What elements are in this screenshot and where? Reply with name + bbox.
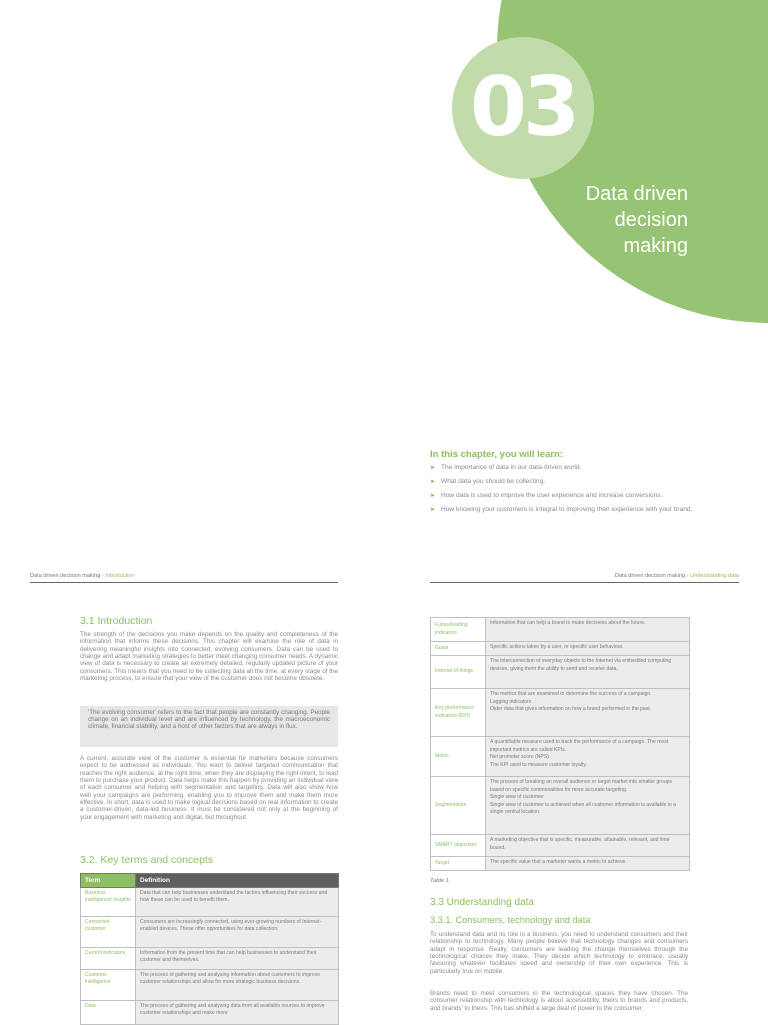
- definition-cell: Data that can help businesses understand the factors influencing their success and how these can be used to benefit them.: [136, 888, 339, 917]
- term-cell: SMART objectives: [431, 835, 486, 857]
- term-cell: Internet of things: [431, 656, 486, 689]
- right-header-rule: [430, 582, 739, 583]
- table-row: [431, 835, 690, 857]
- bullet-arrow-icon: ►: [430, 465, 436, 471]
- definition-cell: The process of gathering and analysing information about customers to improve customer relationships and allow for more strategic business decisions.: [136, 970, 339, 1001]
- intro-paragraph: The strength of the decisions you make depends on the quality and completeness of the information that informs these decisions. This chapter will examine the role of data in delivering meaningful insights into connected, evolving consumers. Data can be used to change and adapt marketing strategies to better meet changing consumer needs. A dynamic view of data is necessary to create an extremely detailed, regularly updated picture of your consumers. This means that you need to be collecting data all the time, at every stage of the marketing process, to ensure that your view of the customer does not become obsolete.: [80, 631, 338, 683]
- definition-cell: Information from the present time that can help businesses to understand their customer and themselves.: [136, 948, 339, 970]
- column-header-definition: Definition: [136, 874, 339, 888]
- running-header-section: Understanding data: [690, 573, 739, 579]
- term-cell: Connected customer: [81, 917, 136, 948]
- table-row: [81, 948, 339, 970]
- definition-cell: A quantifiable measure used to track the performance of a campaign. The most important metrics are called KPIs. Net promoter score (NPS) The KPI used to measure customer loyalty.: [486, 737, 690, 777]
- term-cell: Goals: [431, 642, 486, 656]
- callout-quote: 'The evolving consumer' refers to the fact that people are constantly changing. People change on an individual level and are influenced by technology, the macroeconomic climate, financial stability, and a host of other factors that are always in flux.: [80, 706, 338, 747]
- right-running-header: [615, 573, 739, 579]
- key-terms-table: [80, 873, 339, 1025]
- running-header-title: Data driven decision making: [614, 573, 686, 579]
- table-row: [81, 1001, 339, 1025]
- chapter-number: 03: [452, 37, 594, 179]
- definition-cell: The process of gathering and analysing data from all available sources to improve customer relationships and make more: [136, 1001, 339, 1025]
- definition-cell: Consumers are increasingly connected, using ever-growing numbers of Internet-enabled devices. These offer opportunities for data collection.: [136, 917, 339, 948]
- running-header-section: Introduction: [105, 573, 135, 579]
- definition-cell: Information that can help a brand to make decisions about the future.: [486, 618, 690, 642]
- section-heading-introduction: 3.1 Introduction: [80, 615, 153, 627]
- understanding-paragraph-2: Brands need to meet consumers in the technological spaces they have chosen. The consumer relationship with technology is about accessibility, theirs to brands and products, and brands' to theirs. This has shifted a large deal of power to the consumer.: [430, 990, 688, 1012]
- second-paragraph: A current, accurate view of the customer is essential for marketers because consumers expect to be addressed as individuals. You want to deliver targeted communication that reaches the right audience, at the right time, when they are displaying the right intent, to lead them to purchase your product. Data helps make this happen by providing an individual view of each consumer and helping with segmentation and targeting. Data will also show how well your campaigns are performing, enabling you to improve them and make them more effective. In short, data is used to make logical decisions based on real information to create a customer-driven, data-led business. It must be considered not only at the beginning of your engagement with marketing and digital, but throughout.: [80, 755, 338, 821]
- term-cell: Key performance indicators (KPI): [431, 689, 486, 737]
- learning-objective-text: What data you should be collecting.: [441, 477, 546, 485]
- section-heading-key-terms: 3.2. Key terms and concepts: [80, 854, 214, 866]
- definition-cell: Specific actions taken by a user, or specific user behaviour.: [486, 642, 690, 656]
- table-row: [431, 857, 690, 871]
- left-header-rule: [30, 582, 338, 583]
- term-cell: Data: [81, 1001, 136, 1025]
- chapter-title: Data driven decision making: [585, 183, 688, 257]
- subsection-heading-consumers: 3.3.1. Consumers, technology and data: [430, 915, 591, 925]
- table-row: [431, 777, 690, 835]
- running-header-title: Data driven decision making: [30, 573, 101, 579]
- bullet-arrow-icon: ►: [430, 492, 436, 499]
- table-header-row: [81, 874, 339, 888]
- term-cell: Current indicators: [81, 948, 136, 970]
- table-row: [431, 689, 690, 737]
- table-row: [81, 888, 339, 917]
- table-row: [431, 737, 690, 777]
- learning-objective-text: How data is used to improve the user experience and increase conversions.: [441, 491, 663, 499]
- table-row: [431, 618, 690, 642]
- breadcrumb-separator-icon: ›: [101, 573, 104, 579]
- learning-objective-item: [430, 492, 720, 501]
- learning-objective-text: How knowing your customers is integral to improving their experience with your brand.: [441, 505, 693, 513]
- understanding-paragraph-1: To understand data and its role in a business, you need to understand consumers and their relationship to technology. Many people believe that technology changes and consumers adapt in response. Really, consumers are leading the change themselves through the technological choices they make. They decide which technology to embrace, usually favouring whatever facilitates speed and ownership of their own experience. This is particularly true on mobile.: [430, 931, 688, 975]
- learning-objective-item: [430, 506, 720, 515]
- bullet-arrow-icon: ►: [430, 478, 436, 485]
- table-row: [81, 917, 339, 948]
- term-cell: Customer intelligence: [81, 970, 136, 1001]
- table-row: [431, 656, 690, 689]
- table-row: [431, 642, 690, 656]
- term-cell: Metric: [431, 737, 486, 777]
- term-cell: Future/leading indicators: [431, 618, 486, 642]
- definition-cell: The specific value that a marketer wants a metric to achieve.: [486, 857, 690, 871]
- learning-objective-text: The importance of data in our data-driven world.: [441, 464, 582, 471]
- learning-objective-item: [430, 464, 720, 473]
- definition-cell: The process of breaking an overall audience or target market into smaller groups based on specific commonalities for more accurate targeting. Single view of customer Single view of customer is achieved when all customer information is available in a single central location.: [486, 777, 690, 835]
- definition-cell: The interconnection of everyday objects to the Internet via embedded computing devices, giving them the ability to send and receive data.: [486, 656, 690, 689]
- learning-objective-item: [430, 478, 720, 487]
- section-heading-understanding-data: 3.3 Understanding data: [430, 897, 534, 908]
- definition-cell: A marketing objective that is specific, measurable, attainable, relevant, and time bound.: [486, 835, 690, 857]
- left-running-header: [30, 573, 135, 579]
- term-cell: Segmentation: [431, 777, 486, 835]
- definition-cell: The metrics that are examined to determine the success of a campaign. Lagging indicators Older data that gives information on how a brand performed in the past.: [486, 689, 690, 737]
- breadcrumb-separator-icon: ›: [686, 573, 689, 579]
- term-cell: Business intelligence/ insights: [81, 888, 136, 917]
- column-header-term: Term: [81, 874, 136, 888]
- learning-objectives-heading: In this chapter, you will learn:: [430, 449, 564, 460]
- bullet-arrow-icon: ►: [430, 506, 436, 513]
- term-cell: Target: [431, 857, 486, 871]
- learning-objectives: [430, 449, 720, 520]
- table-caption: Table 1.: [430, 878, 451, 884]
- table-row: [81, 970, 339, 1001]
- key-terms-table-continued: [430, 617, 690, 871]
